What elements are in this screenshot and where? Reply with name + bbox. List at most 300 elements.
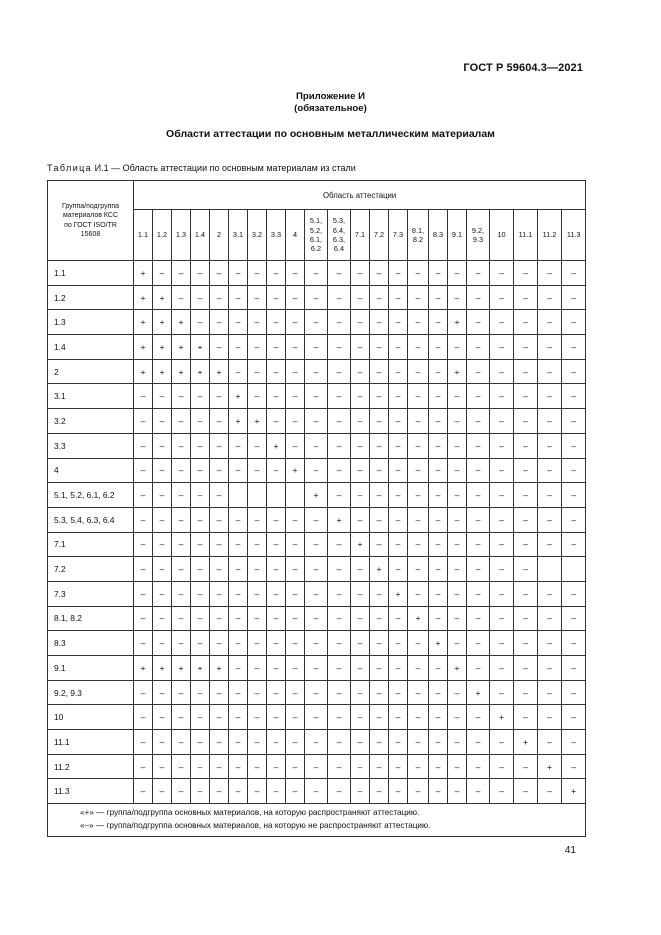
table-cell: + xyxy=(172,310,191,335)
table-cell: – xyxy=(267,359,286,384)
table-cell: – xyxy=(134,409,153,434)
table-cell: + xyxy=(389,581,408,606)
table-cell: – xyxy=(248,581,267,606)
row-label: 5.3, 5.4, 6.3, 6.4 xyxy=(48,507,134,532)
table-cell: – xyxy=(134,779,153,804)
table-cell: – xyxy=(467,384,490,409)
table-cell: – xyxy=(538,335,562,360)
table-cell: – xyxy=(134,507,153,532)
column-header-line: 5.2, xyxy=(309,225,323,235)
table-caption-prefix: Таблица xyxy=(47,163,93,173)
table-cell: – xyxy=(153,409,172,434)
table-cell: – xyxy=(467,730,490,755)
table-row xyxy=(48,261,586,286)
table-cell: – xyxy=(191,705,210,730)
column-header-line: 8.1, xyxy=(411,225,425,235)
table-cell: – xyxy=(538,656,562,681)
table-cell: + xyxy=(286,458,305,483)
table-cell: – xyxy=(467,779,490,804)
table-cell: – xyxy=(351,335,370,360)
table-cell: – xyxy=(305,581,328,606)
table-cell: – xyxy=(351,285,370,310)
table-cell: – xyxy=(351,779,370,804)
column-header xyxy=(134,210,153,261)
table-cell: – xyxy=(429,680,448,705)
table-cell: – xyxy=(305,409,328,434)
column-header xyxy=(448,210,467,261)
table-cell: – xyxy=(514,557,538,582)
table-cell: – xyxy=(172,409,191,434)
table-cell: – xyxy=(408,409,429,434)
table-cell: – xyxy=(305,779,328,804)
table-cell: – xyxy=(429,483,448,508)
table-cell: – xyxy=(248,359,267,384)
table-cell: – xyxy=(467,705,490,730)
table-cell: – xyxy=(490,754,514,779)
table-cell: – xyxy=(429,754,448,779)
table-cell: – xyxy=(389,409,408,434)
table-cell: – xyxy=(286,631,305,656)
table-cell: – xyxy=(351,656,370,681)
table-cell: – xyxy=(305,631,328,656)
table-cell: – xyxy=(248,631,267,656)
table-cell: – xyxy=(191,631,210,656)
group-header-line: 15608 xyxy=(80,230,101,238)
table-cell: – xyxy=(370,335,389,360)
table-cell: + xyxy=(153,285,172,310)
column-header xyxy=(172,210,191,261)
table-cell: – xyxy=(490,557,514,582)
table-cell: + xyxy=(134,285,153,310)
column-header-line: 6.1, xyxy=(309,235,323,244)
table-cell: – xyxy=(172,384,191,409)
table-cell: – xyxy=(448,680,467,705)
table-cell: – xyxy=(153,581,172,606)
table-cell: – xyxy=(248,261,267,286)
table-cell: – xyxy=(191,261,210,286)
row-label: 1.1 xyxy=(48,261,134,286)
table-cell: – xyxy=(229,581,248,606)
table-cell: – xyxy=(429,335,448,360)
table-cell: – xyxy=(538,532,562,557)
table-cell: – xyxy=(389,532,408,557)
table-cell: – xyxy=(267,261,286,286)
table-cell: – xyxy=(490,261,514,286)
table-cell: – xyxy=(467,261,490,286)
table-cell: + xyxy=(229,409,248,434)
column-header-line: 1.4 xyxy=(194,230,206,240)
table-cell: – xyxy=(210,433,229,458)
table-cell: – xyxy=(210,557,229,582)
column-header-line: 8.3 xyxy=(432,230,444,240)
column-header-line: 10 xyxy=(497,230,506,240)
table-cell: – xyxy=(210,335,229,360)
table-cell: – xyxy=(191,779,210,804)
table-cell: – xyxy=(191,557,210,582)
table-cell: – xyxy=(538,359,562,384)
table-note: «–» — группа/подгруппа основных материалов, на которую не распространяют аттестацию. xyxy=(80,821,431,831)
table-cell: – xyxy=(448,730,467,755)
table-cell: – xyxy=(305,458,328,483)
table-cell: – xyxy=(370,433,389,458)
table-cell: – xyxy=(229,507,248,532)
table-cell: + xyxy=(210,656,229,681)
table-row xyxy=(48,310,586,335)
table-cell: – xyxy=(172,606,191,631)
table-cell: – xyxy=(286,507,305,532)
row-label: 3.3 xyxy=(48,433,134,458)
table-cell: – xyxy=(448,261,467,286)
table-cell: – xyxy=(248,730,267,755)
table-row xyxy=(48,656,586,681)
table-cell: – xyxy=(328,606,351,631)
table-cell: – xyxy=(134,730,153,755)
table-cell: + xyxy=(172,359,191,384)
column-header-line: 7.2 xyxy=(373,230,385,240)
table-row xyxy=(48,779,586,804)
group-column-header xyxy=(48,181,134,261)
table-cell: – xyxy=(408,532,429,557)
table-cell: – xyxy=(448,335,467,360)
table-cell: – xyxy=(286,532,305,557)
table-cell: – xyxy=(328,730,351,755)
table-cell: – xyxy=(305,532,328,557)
table-cell: – xyxy=(370,656,389,681)
table-cell: – xyxy=(267,606,286,631)
table-cell: – xyxy=(389,754,408,779)
table-cell: – xyxy=(153,680,172,705)
table-caption xyxy=(47,163,356,173)
column-header-line: 1.1 xyxy=(137,230,149,240)
table-cell: – xyxy=(191,483,210,508)
table-cell: – xyxy=(389,730,408,755)
table-cell: – xyxy=(286,557,305,582)
table-cell: – xyxy=(229,705,248,730)
table-cell: – xyxy=(248,779,267,804)
table-cell: – xyxy=(490,656,514,681)
table-cell: + xyxy=(448,310,467,335)
table-cell: – xyxy=(490,483,514,508)
table-cell: – xyxy=(248,433,267,458)
table-cell: – xyxy=(191,507,210,532)
table-cell: – xyxy=(562,458,586,483)
table-cell: – xyxy=(538,680,562,705)
table-cell: – xyxy=(229,458,248,483)
row-label: 7.2 xyxy=(48,557,134,582)
table-cell: – xyxy=(134,557,153,582)
table-cell: – xyxy=(134,483,153,508)
table-cell: – xyxy=(448,458,467,483)
table-row xyxy=(48,730,586,755)
table-row xyxy=(48,507,586,532)
table-cell: – xyxy=(538,483,562,508)
table-cell: – xyxy=(267,581,286,606)
table-cell: – xyxy=(514,581,538,606)
table-cell: + xyxy=(153,335,172,360)
column-header-line: 3.2 xyxy=(251,230,263,240)
table-row xyxy=(48,285,586,310)
table-cell: – xyxy=(286,656,305,681)
table-cell: – xyxy=(191,433,210,458)
table-cell: – xyxy=(448,631,467,656)
table-cell: – xyxy=(134,631,153,656)
column-header-line: 9.1 xyxy=(451,230,463,240)
column-header-line: 11.2 xyxy=(542,230,557,240)
table-cell: – xyxy=(389,433,408,458)
table-cell: – xyxy=(429,557,448,582)
table-cell: – xyxy=(134,606,153,631)
table-cell: – xyxy=(191,680,210,705)
table-note: «+» — группа/подгруппа основных материалов, на которую распространяют аттестацию. xyxy=(80,808,420,818)
row-label: 11.1 xyxy=(48,730,134,755)
table-cell: – xyxy=(153,384,172,409)
table-cell: – xyxy=(562,359,586,384)
table-cell: – xyxy=(153,433,172,458)
table-cell: – xyxy=(408,458,429,483)
table-cell: – xyxy=(538,705,562,730)
table-cell: – xyxy=(389,680,408,705)
table-cell: – xyxy=(351,754,370,779)
column-header-line: 1.3 xyxy=(175,230,187,240)
table-cell: – xyxy=(448,409,467,434)
table-cell: – xyxy=(408,656,429,681)
table-cell: – xyxy=(467,557,490,582)
table-cell: + xyxy=(538,754,562,779)
table-cell: – xyxy=(286,384,305,409)
table-cell: – xyxy=(305,335,328,360)
table-cell: – xyxy=(191,581,210,606)
table-cell: + xyxy=(172,656,191,681)
table-cell: – xyxy=(328,335,351,360)
column-header-line: 6.3, xyxy=(332,235,346,244)
table-cell: – xyxy=(448,581,467,606)
table-cell: – xyxy=(408,680,429,705)
row-label: 5.1, 5.2, 6.1, 6.2 xyxy=(48,483,134,508)
table-cell: – xyxy=(562,631,586,656)
table-cell: – xyxy=(191,754,210,779)
table-cell: – xyxy=(562,754,586,779)
table-cell: – xyxy=(429,261,448,286)
table-cell: – xyxy=(389,261,408,286)
table-cell: – xyxy=(172,285,191,310)
table-cell: – xyxy=(370,606,389,631)
table-cell: – xyxy=(286,705,305,730)
table-cell: – xyxy=(210,409,229,434)
table-cell: – xyxy=(286,261,305,286)
table-cell: – xyxy=(514,705,538,730)
table-cell: – xyxy=(134,532,153,557)
table-cell: – xyxy=(408,285,429,310)
table-cell: – xyxy=(248,680,267,705)
table-cell: – xyxy=(210,680,229,705)
table-row xyxy=(48,409,586,434)
column-header xyxy=(370,210,389,261)
table-cell: – xyxy=(514,433,538,458)
table-cell: – xyxy=(467,656,490,681)
table-cell: – xyxy=(267,384,286,409)
table-cell: – xyxy=(305,705,328,730)
table-cell: + xyxy=(408,606,429,631)
table-cell: – xyxy=(191,532,210,557)
table-cell: – xyxy=(514,631,538,656)
table-cell: – xyxy=(370,261,389,286)
appendix-title: Приложение И xyxy=(296,91,365,102)
table-cell: – xyxy=(305,285,328,310)
table-cell: – xyxy=(448,754,467,779)
table-cell: – xyxy=(248,656,267,681)
table-cell: – xyxy=(408,730,429,755)
table-cell: – xyxy=(467,754,490,779)
table-cell: – xyxy=(448,285,467,310)
column-header-line: 1.2 xyxy=(156,230,168,240)
table-cell: – xyxy=(267,458,286,483)
table-cell: – xyxy=(429,310,448,335)
table-cell: – xyxy=(448,779,467,804)
table-cell: – xyxy=(328,656,351,681)
column-header-line: 11.1 xyxy=(518,230,533,240)
column-header-line: 9.2, xyxy=(471,225,485,235)
table-cell: – xyxy=(248,705,267,730)
table-cell: – xyxy=(389,359,408,384)
table-cell: – xyxy=(408,310,429,335)
table-cell: – xyxy=(172,581,191,606)
table-cell: – xyxy=(267,631,286,656)
table-cell: – xyxy=(562,680,586,705)
table-cell: – xyxy=(562,384,586,409)
table-cell: – xyxy=(490,507,514,532)
table-cell: – xyxy=(514,285,538,310)
table-cell: – xyxy=(429,705,448,730)
table-cell: – xyxy=(514,261,538,286)
table-cell: – xyxy=(514,532,538,557)
table-cell: – xyxy=(490,409,514,434)
column-header xyxy=(467,210,490,261)
table-cell: – xyxy=(429,359,448,384)
table-cell: – xyxy=(172,631,191,656)
table-cell: – xyxy=(514,384,538,409)
table-cell: – xyxy=(153,458,172,483)
table-cell: – xyxy=(328,705,351,730)
table-cell: – xyxy=(429,779,448,804)
table-row xyxy=(48,532,586,557)
table-cell: + xyxy=(153,310,172,335)
table-cell: – xyxy=(490,581,514,606)
document-code: ГОСТ Р 59604.3—2021 xyxy=(463,62,583,74)
table-cell: – xyxy=(134,581,153,606)
table-cell: – xyxy=(467,335,490,360)
table-cell: – xyxy=(229,631,248,656)
table-cell: – xyxy=(210,581,229,606)
table-cell: – xyxy=(389,656,408,681)
table-cell: – xyxy=(429,532,448,557)
table-cell: – xyxy=(351,483,370,508)
row-label: 10 xyxy=(48,705,134,730)
table-cell: – xyxy=(286,409,305,434)
appendix-status: (обязательное) xyxy=(294,103,367,114)
table-cell: – xyxy=(229,779,248,804)
table-cell: – xyxy=(408,359,429,384)
column-header xyxy=(191,210,210,261)
table-cell: – xyxy=(514,779,538,804)
table-cell: – xyxy=(448,483,467,508)
table-cell xyxy=(229,483,248,508)
table-cell: – xyxy=(562,606,586,631)
table-cell: – xyxy=(248,285,267,310)
table-cell: – xyxy=(191,458,210,483)
table-cell: – xyxy=(408,779,429,804)
table-cell: – xyxy=(562,310,586,335)
column-header xyxy=(328,210,351,261)
table-cell: – xyxy=(467,581,490,606)
table-cell: – xyxy=(267,507,286,532)
table-cell: + xyxy=(191,359,210,384)
table-cell: – xyxy=(191,310,210,335)
group-header-line: Группа/подгруппа xyxy=(61,202,120,210)
table-cell: – xyxy=(562,730,586,755)
column-header-line: 3.3 xyxy=(270,230,282,240)
table-cell: – xyxy=(514,483,538,508)
table-cell: + xyxy=(351,532,370,557)
table-cell: + xyxy=(562,779,586,804)
table-cell: – xyxy=(448,532,467,557)
table-cell: + xyxy=(248,409,267,434)
table-cell: – xyxy=(514,680,538,705)
table-cell: – xyxy=(286,680,305,705)
table-row xyxy=(48,458,586,483)
table-cell: – xyxy=(467,285,490,310)
table-cell: – xyxy=(248,507,267,532)
table-cell: – xyxy=(267,409,286,434)
table-cell: – xyxy=(267,754,286,779)
column-header-line: 6.4 xyxy=(333,244,345,254)
table-cell: – xyxy=(389,606,408,631)
table-cell: – xyxy=(467,310,490,335)
table-cell: – xyxy=(134,754,153,779)
row-label: 1.4 xyxy=(48,335,134,360)
column-header xyxy=(210,210,229,261)
table-cell: – xyxy=(467,507,490,532)
table-cell: – xyxy=(286,359,305,384)
table-cell: – xyxy=(467,433,490,458)
table-cell: – xyxy=(370,359,389,384)
table-row xyxy=(48,359,586,384)
table-cell: – xyxy=(538,581,562,606)
table-cell: – xyxy=(514,335,538,360)
column-header-line: 6.4, xyxy=(332,225,346,235)
table-cell: – xyxy=(370,705,389,730)
row-label: 7.1 xyxy=(48,532,134,557)
table-row xyxy=(48,433,586,458)
table-cell: – xyxy=(328,483,351,508)
table-cell: – xyxy=(514,754,538,779)
table-cell: – xyxy=(210,261,229,286)
table-cell: – xyxy=(538,310,562,335)
column-header xyxy=(248,210,267,261)
table-cell: – xyxy=(172,483,191,508)
table-cell: – xyxy=(370,310,389,335)
table-cell: – xyxy=(351,409,370,434)
table-cell: – xyxy=(370,779,389,804)
table-cell: – xyxy=(305,433,328,458)
table-cell: – xyxy=(490,730,514,755)
table-cell: + xyxy=(172,335,191,360)
table-cell: – xyxy=(248,754,267,779)
column-header xyxy=(153,210,172,261)
table-cell: – xyxy=(429,606,448,631)
table-cell: – xyxy=(351,631,370,656)
table-cell: – xyxy=(229,532,248,557)
table-cell: – xyxy=(305,359,328,384)
